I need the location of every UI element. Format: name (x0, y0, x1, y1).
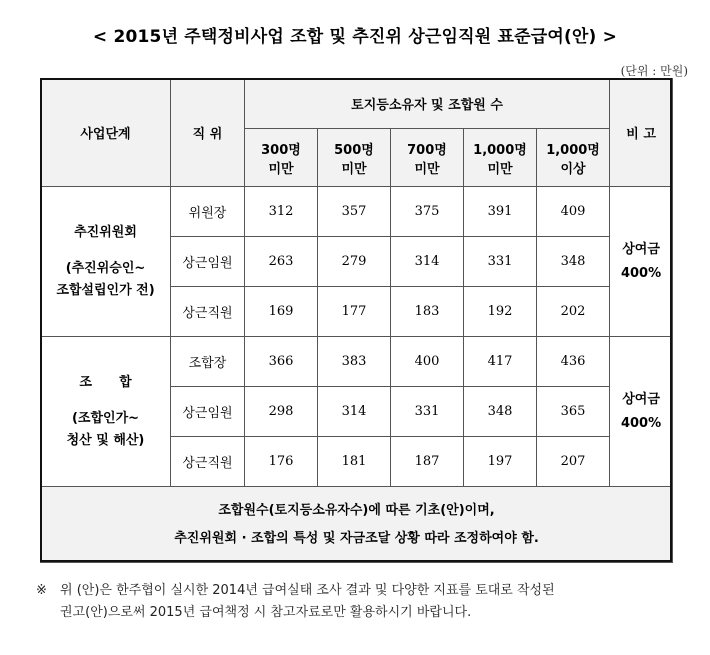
value-cell: 181 (318, 437, 391, 487)
value-cell: 207 (537, 437, 610, 487)
header-col-5: 1,000명 이상 (537, 129, 610, 187)
value-cell: 202 (537, 287, 610, 337)
header-remarks: 비 고 (610, 79, 673, 187)
value-cell: 314 (318, 387, 391, 437)
value-cell: 312 (245, 187, 318, 237)
footnote (36, 580, 686, 624)
position-cell: 상근임원 (171, 387, 245, 437)
header-col-4: 1,000명 미만 (464, 129, 537, 187)
position-cell: 상근직원 (171, 437, 245, 487)
value-cell: 417 (464, 337, 537, 387)
stage-cell-committee: 추진위원회 (추진위승인~ 조합설립인가 전) (41, 187, 171, 337)
value-cell: 365 (537, 387, 610, 437)
value-cell: 400 (391, 337, 464, 387)
header-col-2: 500명 미만 (318, 129, 391, 187)
position-cell: 조합장 (171, 337, 245, 387)
value-cell: 176 (245, 437, 318, 487)
value-cell: 263 (245, 237, 318, 287)
position-cell: 상근임원 (171, 237, 245, 287)
value-cell: 409 (537, 187, 610, 237)
value-cell: 357 (318, 187, 391, 237)
value-cell: 383 (318, 337, 391, 387)
value-cell: 183 (391, 287, 464, 337)
value-cell: 279 (318, 237, 391, 287)
page-title: < 2015년 주택정비사업 조합 및 추진위 상근임직원 표준급여(안) > (92, 27, 618, 47)
value-cell: 298 (245, 387, 318, 437)
position-cell: 상근직원 (171, 287, 245, 337)
header-position: 직 위 (171, 79, 245, 187)
value-cell: 348 (537, 237, 610, 287)
value-cell: 177 (318, 287, 391, 337)
value-cell: 197 (464, 437, 537, 487)
value-cell: 192 (464, 287, 537, 337)
note-line-2: 권고(안)으로써 2015년 급여책정 시 참고자료로만 활용하시기 바랍니다. (60, 605, 472, 620)
note-mark: ※ (36, 583, 47, 598)
remark-cell: 상여금 400% (610, 187, 673, 337)
table-outer-border (40, 78, 672, 562)
value-cell: 375 (391, 187, 464, 237)
value-cell: 391 (464, 187, 537, 237)
position-cell: 위원장 (171, 187, 245, 237)
remark-cell: 상여금 400% (610, 337, 673, 487)
value-cell: 314 (391, 237, 464, 287)
value-cell: 187 (391, 437, 464, 487)
value-cell: 366 (245, 337, 318, 387)
header-member-count: 토지등소유자 및 조합원 수 (245, 79, 610, 129)
header-stage: 사업단계 (41, 79, 171, 187)
value-cell: 436 (537, 337, 610, 387)
stage-cell-union: 조 합 (조합인가~ 청산 및 해산) (41, 337, 171, 487)
unit-label: (단위 : 만원) (620, 64, 688, 78)
header-col-1: 300명 미만 (245, 129, 318, 187)
header-col-3: 700명 미만 (391, 129, 464, 187)
note-line-1: 위 (안)은 한주협이 실시한 2014년 급여실태 조사 결과 및 다양한 지표를 토대로 작성된 (60, 583, 555, 598)
value-cell: 169 (245, 287, 318, 337)
value-cell: 348 (464, 387, 537, 437)
value-cell: 331 (391, 387, 464, 437)
value-cell: 331 (464, 237, 537, 287)
table-footer-note: 조합원수(토지등소유자수)에 따른 기초(안)이며, 추진위원회 · 조합의 특성 및 자금조달 상황 따라 조정하여야 함. (41, 487, 673, 563)
